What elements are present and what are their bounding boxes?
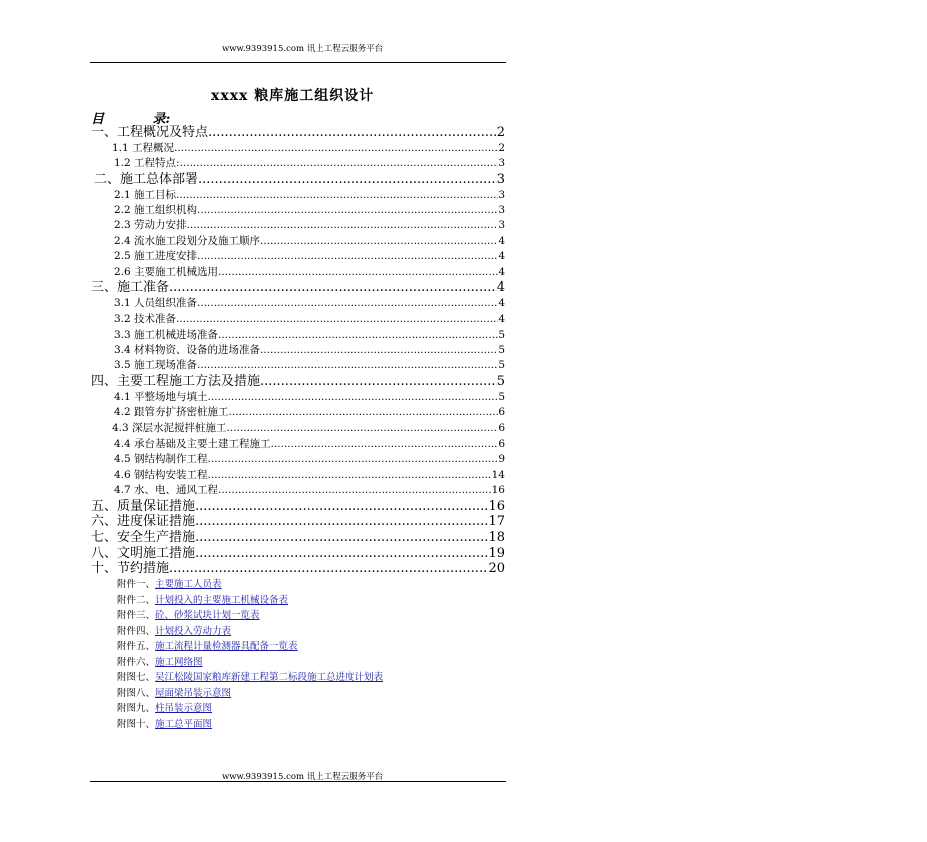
toc-page-number: 5 [496, 374, 505, 389]
appendix-prefix: 附图七、 [117, 672, 156, 683]
toc-page-number: 20 [488, 561, 505, 576]
toc-subsection-entry[interactable] [114, 452, 505, 467]
toc-section-entry[interactable] [91, 561, 505, 577]
toc-dot-leader [227, 421, 499, 436]
toc-subsection-entry[interactable] [114, 188, 505, 203]
toc-page-number: 3 [498, 157, 505, 169]
toc-page-number: 3 [496, 172, 505, 187]
document-title: xxxx 粮库施工组织设计 [211, 88, 375, 104]
header-rule [90, 62, 506, 63]
appendix-prefix: 附件六、 [117, 657, 156, 668]
toc-dot-leader [229, 405, 499, 420]
toc-dot-leader [208, 390, 499, 405]
toc-page-number: 2 [498, 142, 505, 154]
appendix-link[interactable]: 施工总平面图 [155, 719, 213, 730]
toc-subsection-entry[interactable] [114, 405, 505, 420]
toc-entry-title: 3.4 材料物资、设备的进场准备 [114, 344, 261, 356]
toc-dot-leader [260, 234, 498, 249]
toc-entry-title: 4.7 水、电、通风工程 [114, 484, 219, 496]
footer-text: www.9393915.com 讯上工程云服务平台 [222, 772, 384, 782]
appendix-link[interactable]: 主要施工人员表 [155, 579, 222, 590]
toc-dot-leader [176, 188, 498, 203]
toc-dot-leader [176, 312, 498, 327]
appendix-link[interactable]: 计划投入的主要施工机械设备表 [155, 595, 289, 606]
toc-entry-title: 2.3 劳动力安排 [114, 219, 187, 231]
appendix-link[interactable]: 屋面梁吊装示意图 [155, 688, 232, 699]
toc-entry-title: 五、质量保证措施 [91, 499, 196, 514]
toc-entry-title: 六、进度保证措施 [91, 514, 196, 529]
toc-page-number: 4 [498, 297, 505, 309]
toc-section-entry[interactable] [94, 172, 505, 188]
toc-subsection-entry[interactable] [114, 296, 505, 311]
toc-dot-leader [198, 172, 497, 188]
toc-subsection-entry[interactable] [114, 390, 505, 405]
toc-label: 目 录: [91, 112, 171, 127]
appendix-link[interactable]: 砼、砂浆试块计划一览表 [155, 610, 260, 621]
toc-dot-leader [218, 328, 498, 343]
toc-entry-title: 4.5 钢结构制作工程 [114, 453, 208, 465]
toc-page-number: 5 [498, 359, 505, 371]
appendix-item [117, 578, 222, 592]
toc-entry-title: 3.5 施工现场准备 [114, 359, 198, 371]
toc-page-number: 14 [491, 469, 505, 481]
appendix-item [117, 671, 383, 685]
appendix-prefix: 附图九、 [117, 703, 156, 714]
toc-dot-leader [218, 483, 492, 498]
toc-page-number: 6 [498, 422, 505, 434]
appendix-link[interactable]: 吴江松陵国家粮库新建工程第二标段施工总进度计划表 [155, 672, 384, 683]
toc-page-number: 4 [498, 266, 505, 278]
footer-rule [90, 781, 506, 782]
toc-page-number: 5 [498, 344, 505, 356]
appendix-link[interactable]: 计划投入劳动力表 [155, 626, 232, 637]
toc-subsection-entry[interactable] [114, 328, 505, 343]
toc-page-number: 3 [498, 189, 505, 201]
toc-entry-title: 2.1 施工目标 [114, 189, 177, 201]
toc-dot-leader [174, 141, 498, 156]
toc-dot-leader [197, 249, 498, 264]
toc-page-number: 6 [498, 406, 505, 418]
toc-entry-title: 4.2 跟管夯扩挤密桩施工 [114, 406, 229, 418]
toc-dot-leader [169, 561, 488, 577]
appendix-item [117, 687, 231, 701]
toc-dot-leader [208, 452, 499, 467]
toc-subsection-entry[interactable] [112, 141, 505, 156]
toc-dot-leader [195, 546, 488, 562]
toc-section-entry[interactable] [91, 374, 505, 390]
appendix-item [117, 640, 298, 654]
toc-subsection-entry[interactable] [114, 156, 505, 171]
toc-entry-title: 1.1 工程概况 [112, 142, 175, 154]
appendix-item [117, 702, 212, 716]
appendix-prefix: 附件五、 [117, 641, 156, 652]
toc-subsection-entry[interactable] [114, 358, 505, 373]
toc-subsection-entry[interactable] [114, 218, 505, 233]
toc-dot-leader [218, 265, 498, 280]
appendix-prefix: 附件四、 [117, 626, 156, 637]
toc-dot-leader [208, 468, 492, 483]
toc-entry-title: 2.6 主要施工机械选用 [114, 266, 219, 278]
toc-page-number: 5 [498, 391, 505, 403]
toc-entry-title: 一、工程概况及特点 [91, 125, 209, 140]
toc-section-entry[interactable] [91, 514, 505, 530]
toc-entry-title: 3.1 人员组织准备 [114, 297, 198, 309]
toc-subsection-entry[interactable] [114, 203, 505, 218]
toc-page-number: 3 [498, 204, 505, 216]
appendix-item [117, 625, 231, 639]
appendix-prefix: 附件一、 [117, 579, 156, 590]
toc-page-number: 4 [498, 235, 505, 247]
toc-dot-leader [195, 514, 488, 530]
toc-entry-title: 二、施工总体部署 [94, 172, 199, 187]
appendix-link[interactable]: 柱吊装示意图 [155, 703, 213, 714]
toc-entry-title: 2.4 流水施工段划分及施工顺序 [114, 235, 261, 247]
appendix-prefix: 附图十、 [117, 719, 156, 730]
toc-entry-title: 3.2 技术准备 [114, 313, 177, 325]
toc-entry-title: 1.2 工程特点: [114, 157, 180, 169]
toc-page-number: 17 [488, 514, 505, 529]
toc-subsection-entry[interactable] [112, 421, 505, 436]
toc-entry-title: 4.6 钢结构安装工程 [114, 469, 208, 481]
toc-dot-leader [197, 358, 498, 373]
appendix-prefix: 附件二、 [117, 595, 156, 606]
toc-entry-title: 4.3 深层水泥搅拌桩施工 [112, 422, 227, 434]
appendix-prefix: 附图八、 [117, 688, 156, 699]
appendix-link[interactable]: 施工流程计量检测器具配备一览表 [155, 641, 298, 652]
toc-dot-leader [169, 280, 497, 296]
toc-subsection-entry[interactable] [114, 483, 505, 498]
toc-section-entry[interactable] [91, 280, 505, 296]
toc-page-number: 3 [498, 219, 505, 231]
toc-dot-leader [187, 218, 499, 233]
toc-entry-title: 4.1 平整场地与填土 [114, 391, 208, 403]
appendix-prefix: 附件三、 [117, 610, 156, 621]
toc-section-entry[interactable] [91, 546, 505, 562]
appendix-item [117, 718, 212, 732]
toc-page-number: 16 [491, 484, 505, 496]
toc-page-number: 4 [498, 313, 505, 325]
toc-subsection-entry[interactable] [114, 265, 505, 280]
toc-entry-title: 4.4 承台基础及主要土建工程施工 [114, 438, 271, 450]
toc-page-number: 4 [496, 280, 505, 295]
appendix-item [117, 594, 288, 608]
toc-entry-title: 3.3 施工机械进场准备 [114, 329, 219, 341]
toc-page-number: 16 [488, 499, 505, 514]
toc-subsection-entry[interactable] [114, 312, 505, 327]
toc-subsection-entry[interactable] [114, 468, 505, 483]
toc-section-entry[interactable] [91, 125, 505, 141]
toc-page-number: 4 [498, 250, 505, 262]
toc-entry-title: 十、节约措施 [91, 561, 170, 576]
toc-page-number: 18 [488, 530, 505, 545]
toc-dot-leader [271, 437, 499, 452]
toc-dot-leader [260, 374, 497, 390]
appendix-link[interactable]: 施工网络图 [155, 657, 203, 668]
toc-subsection-entry[interactable] [114, 249, 505, 264]
toc-subsection-entry[interactable] [114, 437, 505, 452]
toc-section-entry[interactable] [91, 530, 505, 546]
appendix-item [117, 656, 203, 670]
toc-page-number: 6 [498, 438, 505, 450]
toc-dot-leader [195, 499, 488, 515]
toc-entry-title: 三、施工准备 [91, 280, 170, 295]
toc-dot-leader [195, 530, 488, 546]
toc-dot-leader [260, 343, 498, 358]
toc-dot-leader [208, 125, 497, 141]
toc-page-number: 9 [498, 453, 505, 465]
toc-dot-leader [197, 203, 498, 218]
toc-entry-title: 2.2 施工组织机构 [114, 204, 198, 216]
toc-entry-title: 八、文明施工措施 [91, 546, 196, 561]
toc-entry-title: 七、安全生产措施 [91, 530, 196, 545]
header-text: www.9393915.com 讯上工程云服务平台 [222, 44, 384, 54]
toc-page-number: 5 [498, 329, 505, 341]
toc-entry-title: 2.5 施工进度安排 [114, 250, 198, 262]
toc-entry-title: 四、主要工程施工方法及措施 [91, 374, 261, 389]
toc-section-entry[interactable] [91, 499, 505, 515]
toc-page-number: 2 [496, 125, 505, 140]
toc-subsection-entry[interactable] [114, 234, 505, 249]
toc-dot-leader [180, 156, 499, 171]
toc-dot-leader [197, 296, 498, 311]
toc-subsection-entry[interactable] [114, 343, 505, 358]
toc-page-number: 19 [488, 546, 505, 561]
appendix-item [117, 609, 260, 623]
